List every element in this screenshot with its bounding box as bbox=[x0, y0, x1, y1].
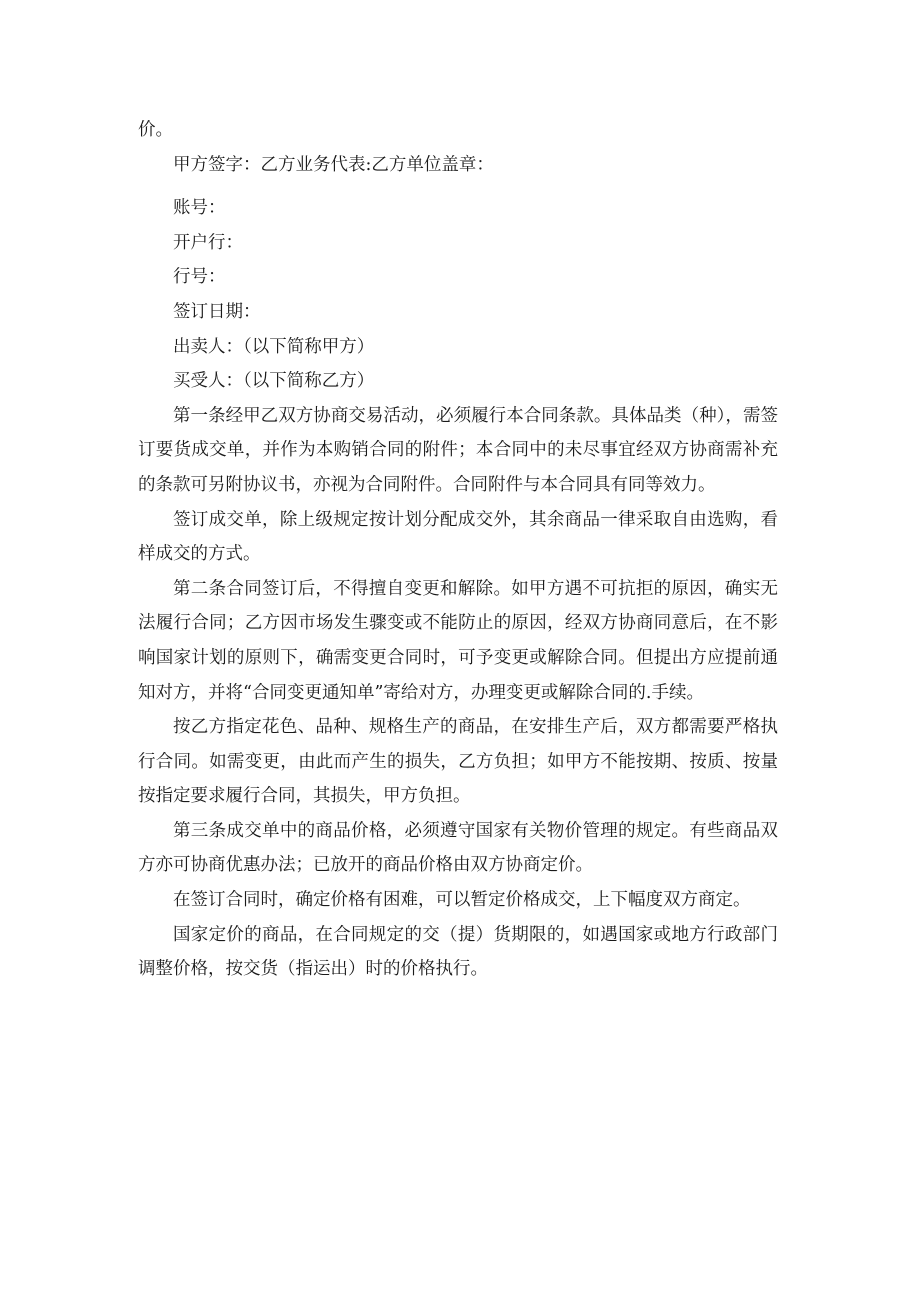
paragraph-order-form: 签订成交单，除上级规定按计划分配成交外，其余商品一律采取自由选购，看样成交的方式。 bbox=[138, 509, 778, 565]
signature-line: 甲方签字：乙方业务代表:乙方单位盖章： bbox=[173, 154, 494, 175]
seller-label: 出卖人：（以下简称甲方） bbox=[173, 336, 375, 357]
paragraph-custom-production: 按乙方指定花色、品种、规格生产的商品，在安排生产后，双方都需要严格执行合同。如需变更，由此而产生的损失，乙方负担；如甲方不能按期、按质、按量按指定要求履行合同，其损失，甲方负担。 bbox=[138, 717, 778, 807]
paragraph-article-2: 第二条合同签订后，不得擅自变更和解除。如甲方遇不可抗拒的原因，确实无法履行合同；乙方因市场发生骤变或不能防止的原因，经双方协商同意后，在不影响国家计划的原则下，确需变更合同时，可予变更或解除合同。但提出方应提前通知对方，并将“合同变更通知单”寄给对方，办理变更或解除合同的.手续。 bbox=[138, 578, 778, 703]
continued-text-fragment: 价。 bbox=[138, 120, 173, 140]
sign-date-label: 签订日期： bbox=[173, 301, 261, 322]
account-label: 账号： bbox=[173, 198, 226, 219]
spacer bbox=[138, 182, 778, 191]
paragraph-state-pricing: 国家定价的商品，在合同规定的交（提）货期限的，如遇国家或地方行政部门调整价格，按交货（指运出）时的价格执行。 bbox=[138, 924, 778, 980]
paragraph-article-1: 第一条经甲乙双方协商交易活动，必须履行本合同条款。具体品类（种），需签订要货成交单，并作为本购销合同的附件；本合同中的未尽事宜经双方协商需补充的条款可另附协议书，亦视为合同附件。合同附件与本合同具有同等效力。 bbox=[138, 405, 778, 495]
paragraph-article-3: 第三条成交单中的商品价格，必须遵守国家有关物价管理的规定。有些商品双方亦可协商优惠办法；已放开的商品价格由双方协商定价。 bbox=[138, 820, 778, 876]
document-body bbox=[138, 113, 778, 987]
bank-label: 开户行： bbox=[173, 232, 243, 253]
bank-number-label: 行号： bbox=[173, 267, 226, 288]
paragraph-tentative-price: 在签订合同时，确定价格有困难，可以暂定价格成交，上下幅度双方商定。 bbox=[173, 890, 751, 911]
buyer-label: 买受人：（以下简称乙方） bbox=[173, 371, 375, 392]
